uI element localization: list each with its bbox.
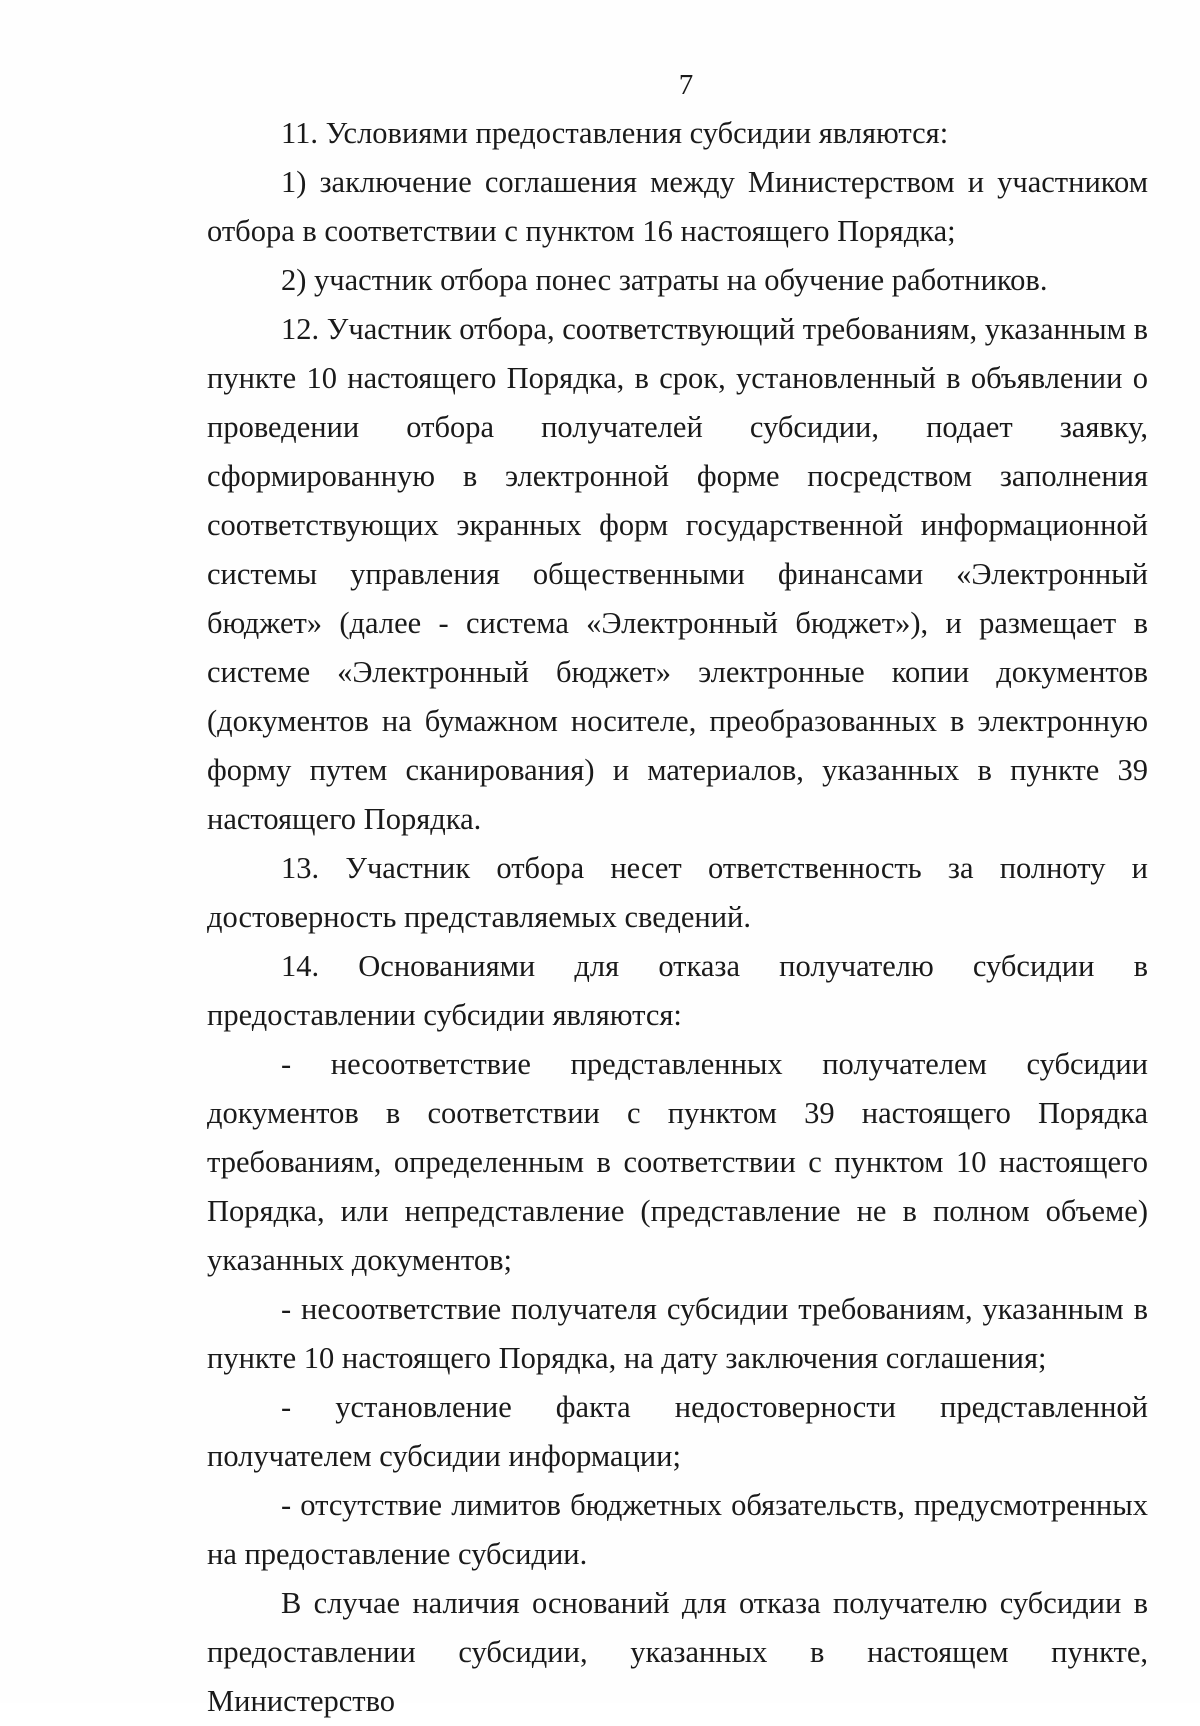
document-body — [207, 109, 1148, 1726]
paragraph-14-item-documents: - несоответствие представленных получателем субсидии документов в соответствии с пунктом 39 настоящего Порядка требованиям, определенным в соответствии с пунктом 10 настоящего Порядка, или непредставление (представление не в полном объеме) указанных документов; — [207, 1047, 1148, 1277]
paragraph-refusal-case: В случае наличия оснований для отказа получателю субсидии в предоставлении субсидии, указанных в настоящем пункте, Министерство — [207, 1586, 1148, 1718]
page-number: 7 — [678, 69, 694, 101]
paragraph-14-item-false-info: - установление факта недостоверности представленной получателем субсидии информации; — [207, 1390, 1148, 1473]
paragraph-12: 12. Участник отбора, соответствующий требованиям, указанным в пункте 10 настоящего Порядка, в срок, установленный в объявлении о проведении отбора получателей субсидии, подает заявку, сформированную в электронной форме посредством заполнения соответствующих экранных форм государственной информационной системы управления общественными финансами «Электронный бюджет» (далее - система «Электронный бюджет»), и размещает в системе «Электронный бюджет» электронные копии документов (документов на бумажном носителе, преобразованных в электронную форму путем сканирования) и материалов, указанных в пункте 39 настоящего Порядка. — [207, 312, 1148, 836]
paragraph-14-item-no-limits: - отсутствие лимитов бюджетных обязательств, предусмотренных на предоставление субсидии. — [207, 1488, 1148, 1571]
paragraph-14-heading: 14. Основаниями для отказа получателю субсидии в предоставлении субсидии являются: — [207, 949, 1148, 1032]
paragraph-14-item-requirements: - несоответствие получателя субсидии требованиям, указанным в пункте 10 настоящего Порядка, на дату заключения соглашения; — [207, 1292, 1148, 1375]
paragraph-11-heading: 11. Условиями предоставления субсидии являются: — [281, 116, 949, 150]
paragraph-11-item-1: 1) заключение соглашения между Министерством и участником отбора в соответствии с пунктом 16 настоящего Порядка; — [207, 165, 1148, 248]
paragraph-11-item-2: 2) участник отбора понес затраты на обучение работников. — [281, 263, 1048, 297]
paragraph-13: 13. Участник отбора несет ответственность за полноту и достоверность представляемых сведений. — [207, 851, 1148, 934]
